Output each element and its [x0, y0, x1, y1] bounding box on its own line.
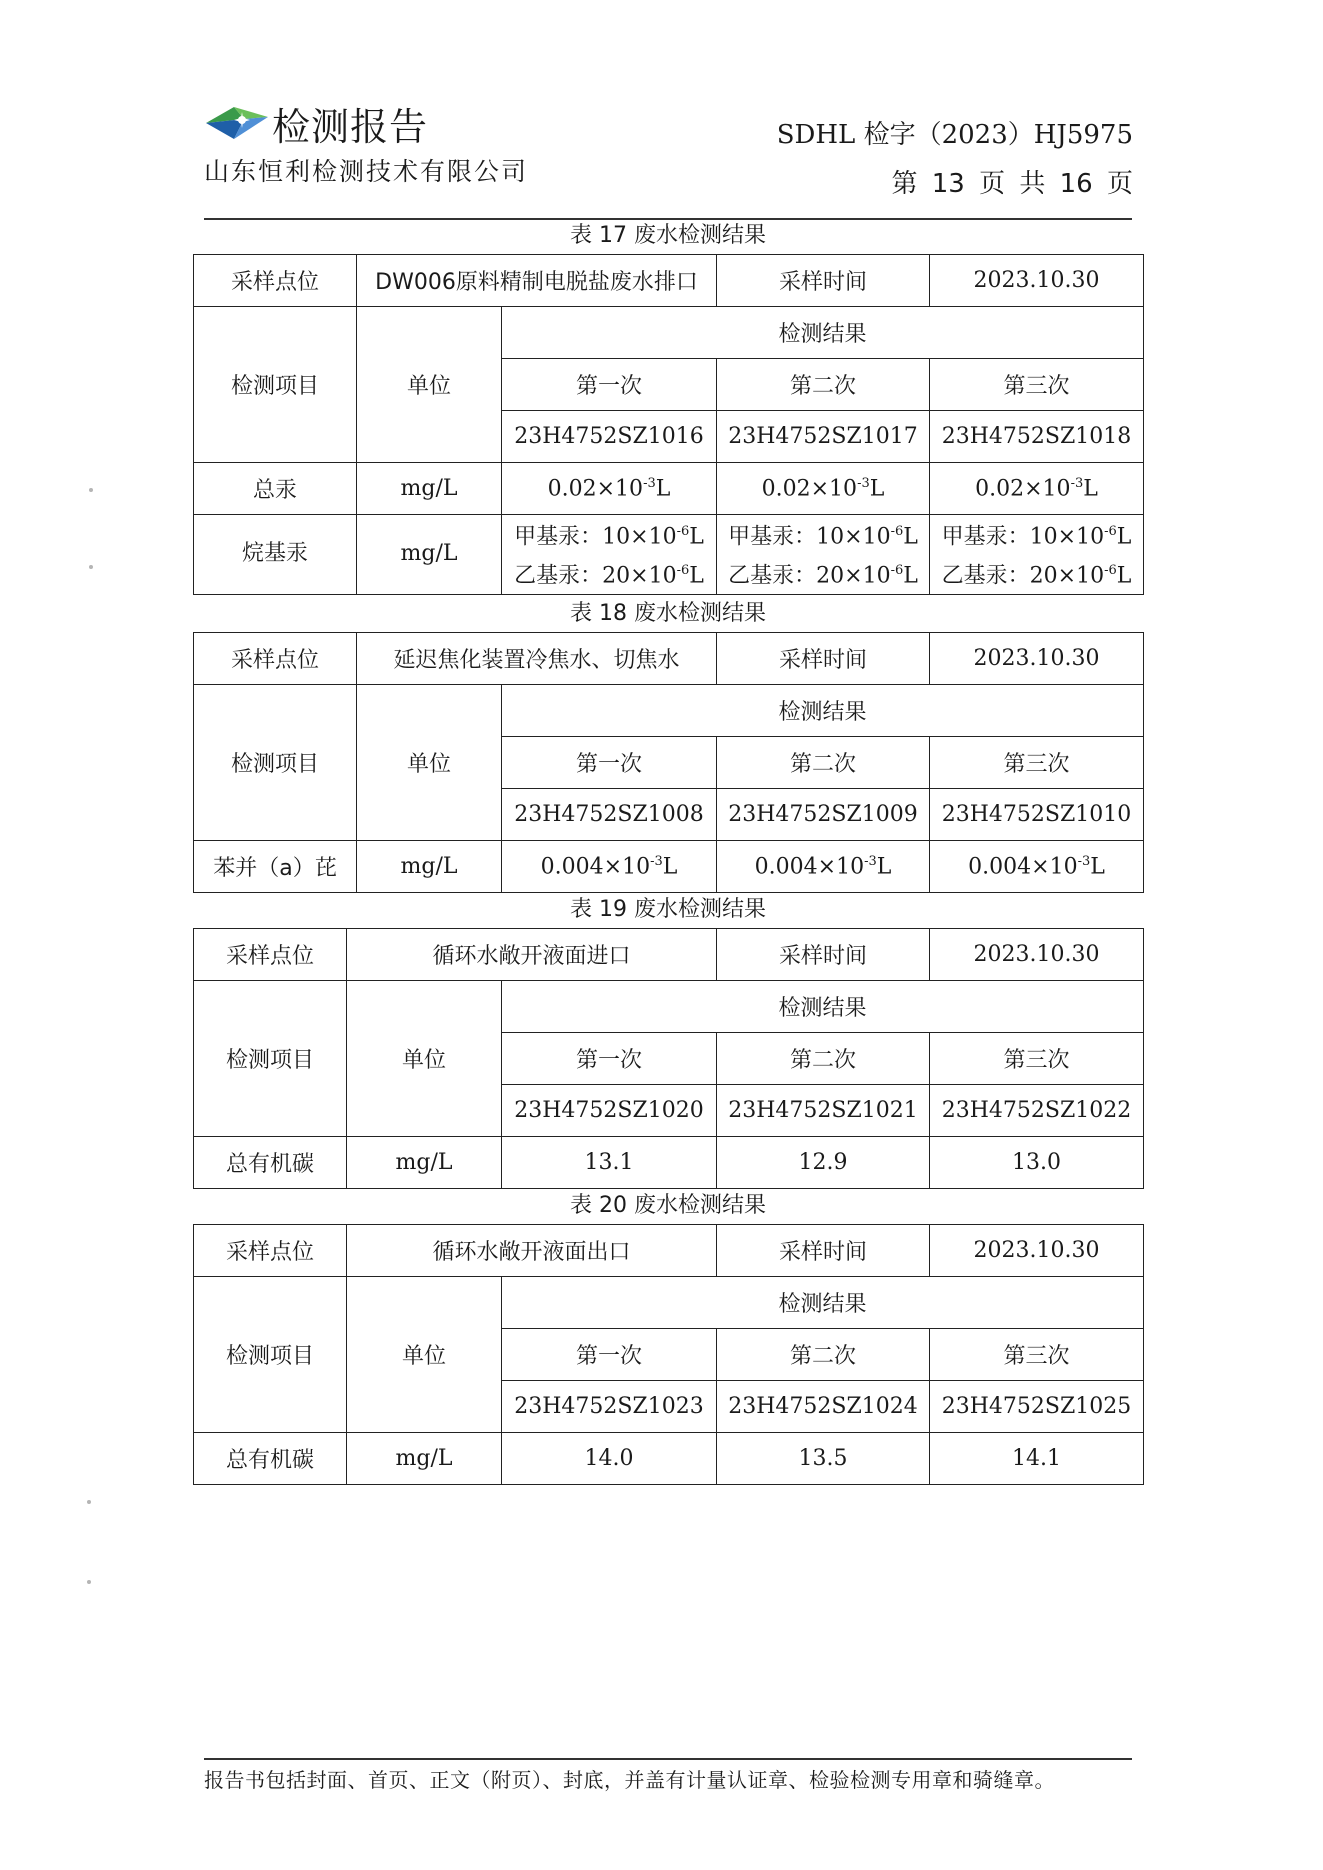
item-unit: mg/L	[347, 1137, 502, 1189]
ethyl-exponent: -6	[890, 563, 904, 579]
header-left	[204, 98, 528, 188]
run2-label: 第二次	[717, 1033, 930, 1085]
alkyl-result	[502, 515, 717, 595]
result-value: 12.9	[717, 1137, 930, 1189]
result-suffix: L	[869, 476, 885, 502]
result-value: 14.1	[930, 1433, 1144, 1485]
run1-label: 第一次	[502, 1329, 717, 1381]
methyl-suffix: L	[689, 524, 704, 550]
item-name: 烷基汞	[194, 515, 357, 595]
ethyl-line	[930, 554, 1143, 593]
results-table	[193, 632, 1144, 893]
table-row	[194, 1433, 1144, 1485]
unit-label: 单位	[357, 685, 502, 841]
result-value	[717, 463, 930, 515]
sample-id: 23H4752SZ1020	[502, 1085, 717, 1137]
sample-id: 23H4752SZ1022	[930, 1085, 1144, 1137]
methyl-label: 甲基汞：	[728, 524, 817, 550]
run2-label: 第二次	[717, 359, 930, 411]
item-label: 检测项目	[194, 981, 347, 1137]
alkyl-result	[930, 515, 1144, 595]
ethyl-label: 乙基汞：	[514, 563, 603, 589]
table-18-section	[193, 596, 1143, 893]
result-exponent: -3	[1077, 853, 1091, 869]
unit-label: 单位	[357, 307, 502, 463]
result-exponent: -3	[1070, 475, 1084, 491]
unit-label: 单位	[347, 1277, 502, 1433]
table-17-section	[193, 218, 1143, 595]
methyl-suffix: L	[903, 524, 918, 550]
site-value: 循环水敞开液面出口	[347, 1225, 717, 1277]
methyl-mantissa: 10×10	[1029, 524, 1105, 550]
methyl-line	[502, 515, 716, 554]
site-label: 采样点位	[194, 1225, 347, 1277]
table-row	[194, 841, 1144, 893]
methyl-label: 甲基汞：	[514, 524, 603, 550]
item-unit: mg/L	[357, 463, 502, 515]
result-exponent: -3	[650, 853, 663, 869]
company-logo-icon	[204, 103, 270, 143]
ethyl-mantissa: 20×10	[1029, 563, 1105, 589]
time-label: 采样时间	[717, 633, 930, 685]
result-value: 13.0	[930, 1137, 1144, 1189]
ethyl-suffix: L	[689, 563, 704, 589]
result-value: 13.1	[502, 1137, 717, 1189]
table-caption: 表 17 废水检测结果	[570, 223, 766, 248]
item-unit: mg/L	[347, 1433, 502, 1485]
item-label: 检测项目	[194, 307, 357, 463]
time-value: 2023.10.30	[930, 1225, 1144, 1277]
result-mantissa: 0.004×10	[968, 854, 1078, 880]
item-name: 总有机碳	[194, 1137, 347, 1189]
results-label: 检测结果	[502, 1277, 1144, 1329]
time-value: 2023.10.30	[930, 633, 1144, 685]
sample-id: 23H4752SZ1009	[717, 789, 930, 841]
result-mantissa: 0.02×10	[547, 476, 644, 502]
result-suffix: L	[1090, 854, 1105, 880]
run3-label: 第三次	[930, 1033, 1144, 1085]
ethyl-exponent: -6	[676, 563, 690, 579]
result-value	[502, 463, 717, 515]
methyl-exponent: -6	[890, 524, 904, 539]
result-exponent: -3	[864, 853, 877, 869]
item-unit: mg/L	[357, 515, 502, 595]
table-caption: 表 19 废水检测结果	[570, 897, 766, 922]
item-name: 总有机碳	[194, 1433, 347, 1485]
methyl-mantissa: 10×10	[816, 524, 891, 550]
run1-label: 第一次	[502, 1033, 717, 1085]
page-info: 第 13 页 共 16 页	[891, 169, 1133, 199]
time-label: 采样时间	[717, 929, 930, 981]
item-label: 检测项目	[194, 1277, 347, 1433]
ethyl-suffix: L	[1116, 563, 1132, 589]
results-label: 检测结果	[502, 307, 1144, 359]
result-mantissa: 0.02×10	[761, 476, 858, 502]
scan-speck	[87, 1580, 91, 1584]
item-name: 总汞	[194, 463, 357, 515]
site-value: 循环水敞开液面进口	[347, 929, 717, 981]
footer-note: 报告书包括封面、首页、正文（附页）、封底，并盖有计量认证章、检验检测专用章和骑缝章。	[204, 1768, 1055, 1792]
result-value: 13.5	[717, 1433, 930, 1485]
sample-id: 23H4752SZ1023	[502, 1381, 717, 1433]
table-row	[194, 1137, 1144, 1189]
methyl-label: 甲基汞：	[941, 524, 1030, 550]
results-table	[193, 254, 1144, 595]
run1-label: 第一次	[502, 737, 717, 789]
result-suffix: L	[662, 854, 678, 880]
methyl-mantissa: 10×10	[602, 524, 677, 550]
company-name: 山东恒利检测技术有限公司	[204, 157, 529, 186]
scan-speck	[87, 1500, 91, 1504]
sample-id: 23H4752SZ1018	[930, 411, 1144, 463]
methyl-exponent: -6	[1104, 524, 1117, 539]
sample-id: 23H4752SZ1024	[717, 1381, 930, 1433]
result-value	[502, 841, 717, 893]
logo-row	[204, 98, 528, 148]
table-row	[194, 515, 1144, 595]
result-value: 14.0	[502, 1433, 717, 1485]
sample-id: 23H4752SZ1021	[717, 1085, 930, 1137]
result-suffix: L	[1083, 476, 1098, 502]
ethyl-label: 乙基汞：	[728, 563, 817, 589]
site-label: 采样点位	[194, 633, 357, 685]
run3-label: 第三次	[930, 1329, 1144, 1381]
result-value	[930, 463, 1144, 515]
ethyl-label: 乙基汞：	[941, 563, 1030, 589]
time-label: 采样时间	[717, 1225, 930, 1277]
table-20-section	[193, 1188, 1143, 1485]
results-label: 检测结果	[502, 685, 1144, 737]
scan-speck	[89, 488, 93, 492]
methyl-exponent: -6	[676, 524, 690, 539]
time-value: 2023.10.30	[930, 255, 1144, 307]
ethyl-line	[502, 554, 716, 593]
sample-id: 23H4752SZ1008	[502, 789, 717, 841]
sample-id: 23H4752SZ1025	[930, 1381, 1144, 1433]
result-value	[717, 841, 930, 893]
result-suffix: L	[876, 854, 892, 880]
table-caption: 表 18 废水检测结果	[570, 601, 766, 626]
result-suffix: L	[655, 476, 671, 502]
site-value: 延迟焦化装置冷焦水、切焦水	[357, 633, 717, 685]
unit-label: 单位	[347, 981, 502, 1137]
footer-rule	[204, 1758, 1132, 1760]
result-value	[930, 841, 1144, 893]
results-table	[193, 928, 1144, 1189]
result-exponent: -3	[857, 475, 870, 491]
result-exponent: -3	[643, 475, 656, 491]
ethyl-mantissa: 20×10	[602, 563, 677, 589]
result-mantissa: 0.004×10	[754, 854, 865, 880]
ethyl-suffix: L	[903, 563, 918, 589]
results-label: 检测结果	[502, 981, 1144, 1033]
run3-label: 第三次	[930, 359, 1144, 411]
result-mantissa: 0.02×10	[975, 476, 1071, 502]
table-19-section	[193, 892, 1143, 1189]
item-unit: mg/L	[357, 841, 502, 893]
header-right	[777, 114, 1133, 200]
site-label: 采样点位	[194, 255, 357, 307]
run3-label: 第三次	[930, 737, 1144, 789]
report-title: 检测报告	[272, 104, 429, 149]
item-label: 检测项目	[194, 685, 357, 841]
results-table	[193, 1224, 1144, 1485]
methyl-suffix: L	[1116, 524, 1132, 550]
result-mantissa: 0.004×10	[540, 854, 651, 880]
sample-id: 23H4752SZ1010	[930, 789, 1144, 841]
report-number: SDHL 检字（2023）HJ5975	[776, 120, 1133, 150]
table-row	[194, 463, 1144, 515]
table-caption: 表 20 废水检测结果	[570, 1193, 766, 1218]
alkyl-result	[717, 515, 930, 595]
sample-id: 23H4752SZ1017	[717, 411, 930, 463]
ethyl-exponent: -6	[1104, 563, 1117, 579]
run2-label: 第二次	[717, 737, 930, 789]
methyl-line	[717, 515, 929, 554]
scan-speck	[89, 565, 93, 569]
time-value: 2023.10.30	[930, 929, 1144, 981]
methyl-line	[930, 515, 1143, 554]
time-label: 采样时间	[717, 255, 930, 307]
site-value: DW006原料精制电脱盐废水排口	[357, 255, 717, 307]
item-name: 苯并（a）芘	[194, 841, 357, 893]
ethyl-mantissa: 20×10	[816, 563, 891, 589]
run2-label: 第二次	[717, 1329, 930, 1381]
run1-label: 第一次	[502, 359, 717, 411]
sample-id: 23H4752SZ1016	[502, 411, 717, 463]
ethyl-line	[717, 554, 929, 593]
site-label: 采样点位	[194, 929, 347, 981]
